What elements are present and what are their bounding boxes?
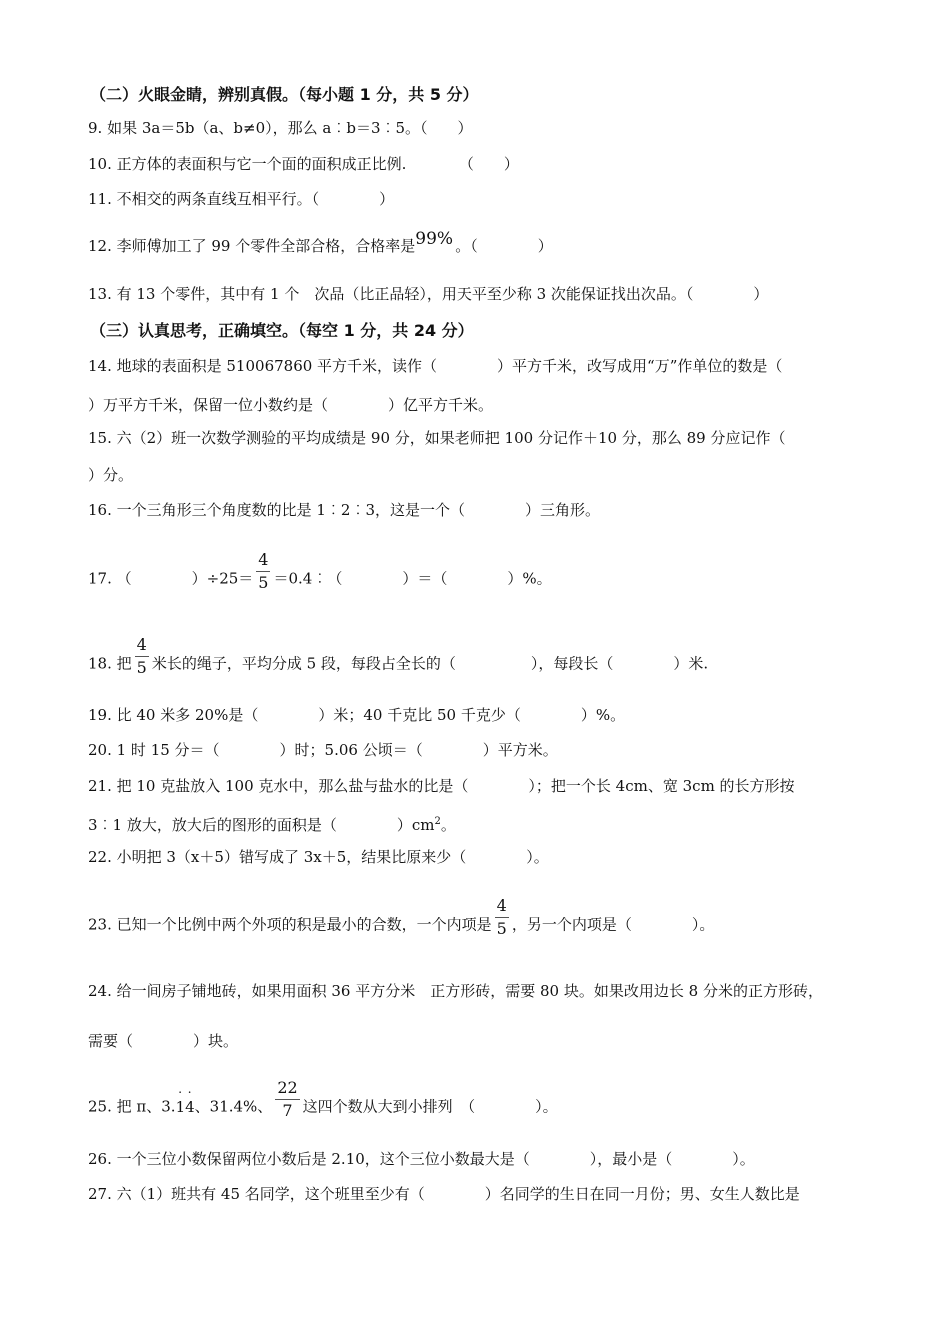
question-17-text-start: 17. （ ）÷25＝	[88, 569, 254, 588]
superscript-2: 2	[434, 816, 441, 827]
question-27: 27. 六（1）班共有 45 名同学，这个班里至少有（ ）名同学的生日在同一月份；男、女生人数比是	[88, 1185, 800, 1203]
fraction-4-5-q23	[495, 898, 509, 937]
question-23-text-start: 23. 已知一个比例中两个外项的积是最小的合数，一个内项是	[88, 915, 492, 934]
question-21-text: 3︰1 放大，放大后的图形的面积是（ ）cm	[88, 816, 435, 834]
question-21-line-1: 21. 把 10 克盐放入 100 克水中，那么盐与盐水的比是（ ）；把一个长 4cm、宽 3cm 的长方形按	[88, 777, 795, 795]
question-14-line-2: ）万平方千米，保留一位小数约是（ ）亿平方千米。	[88, 396, 494, 414]
fraction-numerator: 4	[495, 898, 509, 918]
question-12-blank: 。（ ）	[455, 237, 553, 255]
question-12-percent: 99%	[415, 229, 454, 249]
fraction-numerator: 4	[256, 552, 270, 572]
fraction-denominator: 5	[136, 658, 147, 677]
question-25-text-start: 25. 把 π、3.	[88, 1097, 176, 1116]
question-24-line-1: 24. 给一间房子铺地砖，如果用面积 36 平方分米 正方形砖，需要 80 块。如果改用边长 8 分米的正方形砖，	[88, 982, 823, 1000]
question-18	[88, 635, 709, 684]
repeating-digit-1: ˙ 1	[176, 1098, 186, 1116]
question-17	[88, 550, 552, 599]
question-16: 16. 一个三角形三个角度数的比是 1︰2︰3，这是一个（ ）三角形。	[88, 501, 601, 519]
fraction-denominator: 5	[496, 919, 507, 938]
question-15-line-1: 15. 六（2）班一次数学测验的平均成绩是 90 分，如果老师把 100 分记作＋10 分，那么 89 分应记作（	[88, 429, 786, 447]
question-15-line-2: ）分。	[88, 466, 134, 484]
fraction-denominator: 5	[258, 573, 269, 592]
question-20: 20. 1 时 15 分＝（ ）时；5.06 公顷＝（ ）平方米。	[88, 741, 558, 759]
question-12-text: 12. 李师傅加工了 99 个零件全部合格，合格率是	[88, 237, 416, 255]
question-25-text-mid: 、31.4%、	[194, 1097, 273, 1116]
fraction-numerator: 4	[135, 637, 149, 657]
question-11: 11. 不相交的两条直线互相平行。（ ）	[88, 190, 395, 208]
question-23-text-end: ，另一个内项是（ ）。	[511, 915, 715, 934]
question-10: 10. 正方体的表面积与它一个面的面积成正比例. （ ）	[88, 155, 519, 173]
fraction-4-5-q18	[135, 637, 149, 676]
fraction-4-5-q17	[256, 552, 270, 591]
question-26: 26. 一个三位小数保留两位小数后是 2.10，这个三位小数最大是（ ），最小是（ ）。	[88, 1150, 755, 1168]
question-22: 22. 小明把 3（x＋5）错写成了 3x＋5，结果比原来少（ ）。	[88, 848, 549, 866]
question-13: 13. 有 13 个零件，其中有 1 个 次品（比正品轻），用天平至少称 3 次能保证找出次品。（ ）	[88, 285, 769, 303]
question-9: 9. 如果 3a＝5b（a、b≠0），那么 a︰b＝3︰5。（ ）	[88, 119, 473, 137]
question-21-end: 。	[440, 816, 456, 834]
question-21-line-2	[88, 812, 456, 835]
question-24-line-2: 需要（ ）块。	[88, 1032, 239, 1050]
fraction-22-7	[275, 1080, 299, 1119]
section-heading-2: （二）火眼金睛，辨别真假。（每小题 1 分，共 5 分）	[90, 85, 479, 104]
question-18-text-end: 米长的绳子，平均分成 5 段，每段占全长的（ ），每段长（ ）米.	[151, 654, 709, 673]
question-12	[88, 229, 553, 256]
question-14-line-1: 14. 地球的表面积是 510067860 平方千米，读作（ ）平方千米，改写成用“万”作单位的数是（	[88, 357, 783, 375]
fraction-numerator: 22	[275, 1080, 299, 1100]
question-25-text-end: 这四个数从大到小排列 （ ）。	[302, 1097, 558, 1116]
section-heading-3: （三）认真思考，正确填空。（每空 1 分，共 24 分）	[90, 321, 474, 340]
question-25	[88, 1078, 558, 1127]
fraction-denominator: 7	[282, 1101, 293, 1120]
question-19: 19. 比 40 米多 20%是（ ）米；40 千克比 50 千克少（ ）%。	[88, 706, 626, 724]
question-17-text-end: ＝0.4︰（ ）＝（ ）%。	[273, 569, 552, 588]
question-23	[88, 896, 715, 945]
repeating-digit-4: ˙ 4	[185, 1098, 195, 1116]
question-18-text-start: 18. 把	[88, 654, 132, 673]
